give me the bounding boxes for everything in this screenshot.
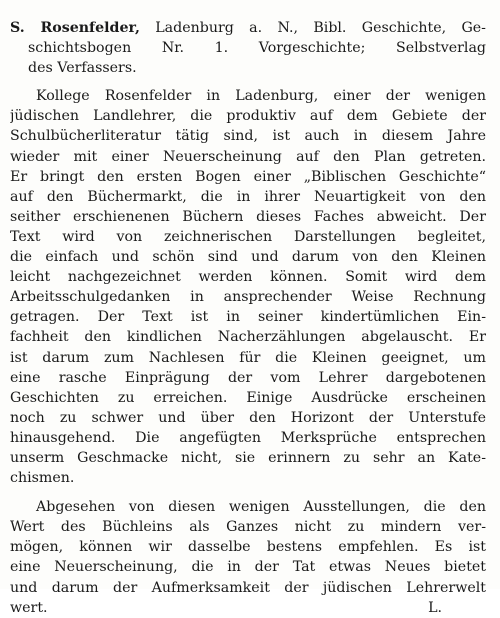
text-line: wieder mit einer Neuerscheinung auf den Plan getreten. — [10, 148, 486, 165]
text-line: noch zu schwer und über den Horizont der Unterstufe — [10, 409, 486, 426]
text-line: Wert des Büchleins als Ganzes nicht zu mindern ver- — [10, 519, 486, 536]
closing-word: wert. — [10, 599, 48, 616]
text-line: eine Neuerscheinung, die in der Tat etwas Neues bietet — [10, 559, 486, 576]
text-line: Abgesehen von diesen wenigen Ausstellungen, die den — [36, 499, 486, 516]
author-name: S. Rosenfelder, — [10, 20, 140, 36]
text-line: auf den Büchermarkt, die in ihrer Neuartigkeit von den — [10, 188, 486, 205]
text-line: chismen. — [10, 470, 75, 487]
text-line: Geschichten zu erreichen. Einige Ausdrücke erscheinen — [10, 389, 486, 406]
text-line: Arbeitsschulgedanken in ansprechender Weise Rechnung — [10, 289, 486, 306]
text-line: leicht nachgezeichnet werden können. Somit wird dem — [10, 269, 486, 286]
text-line: ist darum zum Nachlesen für die Kleinen geeignet, um — [10, 349, 486, 366]
heading-line: des Verfassers. — [28, 60, 137, 77]
text-line: jüdischen Landlehrer, die produktiv auf dem Gebiete der — [10, 108, 486, 125]
text-line: Er bringt den ersten Bogen einer „Biblischen Geschichte“ — [10, 168, 486, 185]
text-line: und darum der Aufmerksamkeit der jüdischen Lehrerwelt — [10, 579, 486, 596]
text-line: hinausgehend. Die angefügten Merksprüche entsprechen — [10, 429, 486, 446]
text-line: Schulbücherliteratur tätig sind, ist auch in diesem Jahre — [10, 128, 486, 145]
text-line: seither erschienenen Büchern dieses Faches abweicht. Der — [10, 208, 486, 225]
review-paragraph-1 — [10, 86, 486, 488]
review-heading — [10, 18, 486, 78]
heading-line — [10, 18, 486, 38]
text-line: unserm Geschmacke nicht, sie erinnern zu sehr an Kate- — [10, 449, 486, 466]
reviewer-signature: L. — [428, 599, 442, 616]
text-line: Kollege Rosenfelder in Ladenburg, einer der wenigen — [36, 88, 486, 105]
text-line: fachheit den kindlichen Nacherzählungen abgelauscht. Er — [10, 329, 486, 346]
text-line: die einfach und schön sind und darum von den Kleinen — [10, 249, 486, 266]
heading-line: schichtsbogen Nr. 1. Vorgeschichte; Selbstverlag — [28, 40, 486, 57]
text-line: eine rasche Einprägung der vom Lehrer dargebotenen — [10, 369, 486, 386]
text-line: getragen. Der Text ist in seiner kindertümlichen Ein- — [10, 309, 486, 326]
review-paragraph-2 — [10, 497, 486, 618]
text-line: Text wird von zeichnerischen Darstellungen begleitet, — [10, 228, 486, 245]
heading-line-rest: Ladenburg a. N., Bibl. Geschichte, Ge- — [139, 20, 486, 36]
text-line-final — [10, 598, 486, 618]
text-line: mögen, können wir dasselbe bestens empfehlen. Es ist — [10, 539, 486, 556]
